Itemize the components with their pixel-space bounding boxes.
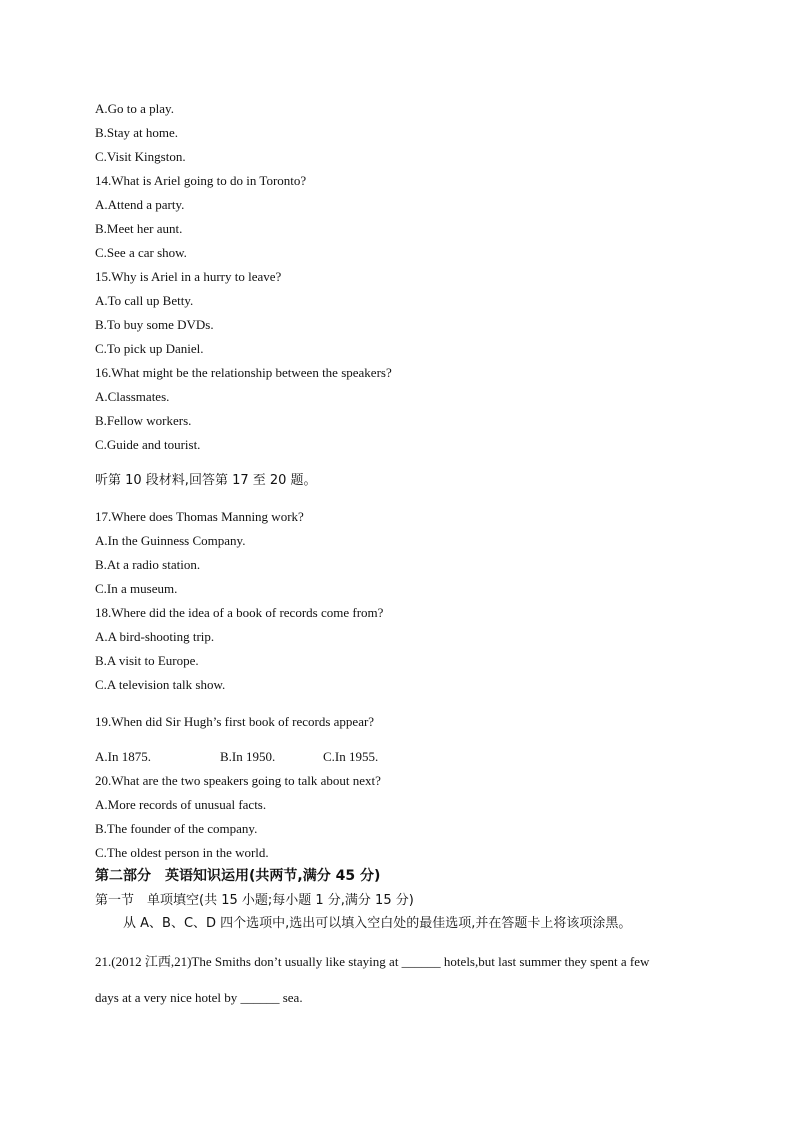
question-20: 20.What are the two speakers going to talk about next? bbox=[95, 773, 381, 788]
q15-option-b: B.To buy some DVDs. bbox=[95, 317, 214, 332]
question-21-line-1: 21.(2012 江西,21)The Smiths don’t usually like staying at ______ hotels,but last summer they spent a few bbox=[95, 954, 650, 969]
q16-option-c: C.Guide and tourist. bbox=[95, 437, 201, 452]
q19-option-c: C.In 1955. bbox=[323, 749, 379, 764]
q14-option-c: C.See a car show. bbox=[95, 245, 187, 260]
q20-option-b: B.The founder of the company. bbox=[95, 821, 258, 836]
question-21-line-2: days at a very nice hotel by ______ sea. bbox=[95, 990, 303, 1005]
q19-option-b: B.In 1950. bbox=[220, 749, 276, 764]
q15-option-c: C.To pick up Daniel. bbox=[95, 341, 204, 356]
q20-option-c: C.The oldest person in the world. bbox=[95, 845, 269, 860]
question-18: 18.Where did the idea of a book of records come from? bbox=[95, 605, 384, 620]
q20-option-a: A.More records of unusual facts. bbox=[95, 797, 267, 812]
section-one-heading: 第一节 单项填空(共 15 小题;每小题 1 分,满分 15 分) bbox=[95, 893, 414, 908]
q18-option-b: B.A visit to Europe. bbox=[95, 653, 199, 668]
q17-option-a: A.In the Guinness Company. bbox=[95, 533, 246, 548]
question-16: 16.What might be the relationship between the speakers? bbox=[95, 365, 392, 380]
q14-option-b: B.Meet her aunt. bbox=[95, 221, 183, 236]
q13-option-b: B.Stay at home. bbox=[95, 125, 179, 140]
question-15: 15.Why is Ariel in a hurry to leave? bbox=[95, 269, 282, 284]
section-instruction-passage-10: 听第 10 段材料,回答第 17 至 20 题。 bbox=[95, 473, 317, 488]
q14-option-a: A.Attend a party. bbox=[95, 197, 185, 212]
q15-option-a: A.To call up Betty. bbox=[95, 293, 194, 308]
q17-option-b: B.At a radio station. bbox=[95, 557, 201, 572]
q16-option-a: A.Classmates. bbox=[95, 389, 170, 404]
q16-option-b: B.Fellow workers. bbox=[95, 413, 192, 428]
question-17: 17.Where does Thomas Manning work? bbox=[95, 509, 304, 524]
q18-option-c: C.A television talk show. bbox=[95, 677, 226, 692]
q13-option-a: A.Go to a play. bbox=[95, 101, 174, 116]
section-one-instruction: 从 A、B、C、D 四个选项中,选出可以填入空白处的最佳选项,并在答题卡上将该项涂黑。 bbox=[123, 916, 632, 931]
question-14: 14.What is Ariel going to do in Toronto? bbox=[95, 173, 307, 188]
q17-option-c: C.In a museum. bbox=[95, 581, 178, 596]
q19-option-a: A.In 1875. bbox=[95, 749, 151, 764]
q13-option-c: C.Visit Kingston. bbox=[95, 149, 186, 164]
part-two-heading: 第二部分 英语知识运用(共两节,满分 45 分) bbox=[95, 868, 381, 884]
question-19: 19.When did Sir Hugh’s first book of records appear? bbox=[95, 714, 375, 729]
q18-option-a: A.A bird-shooting trip. bbox=[95, 629, 215, 644]
